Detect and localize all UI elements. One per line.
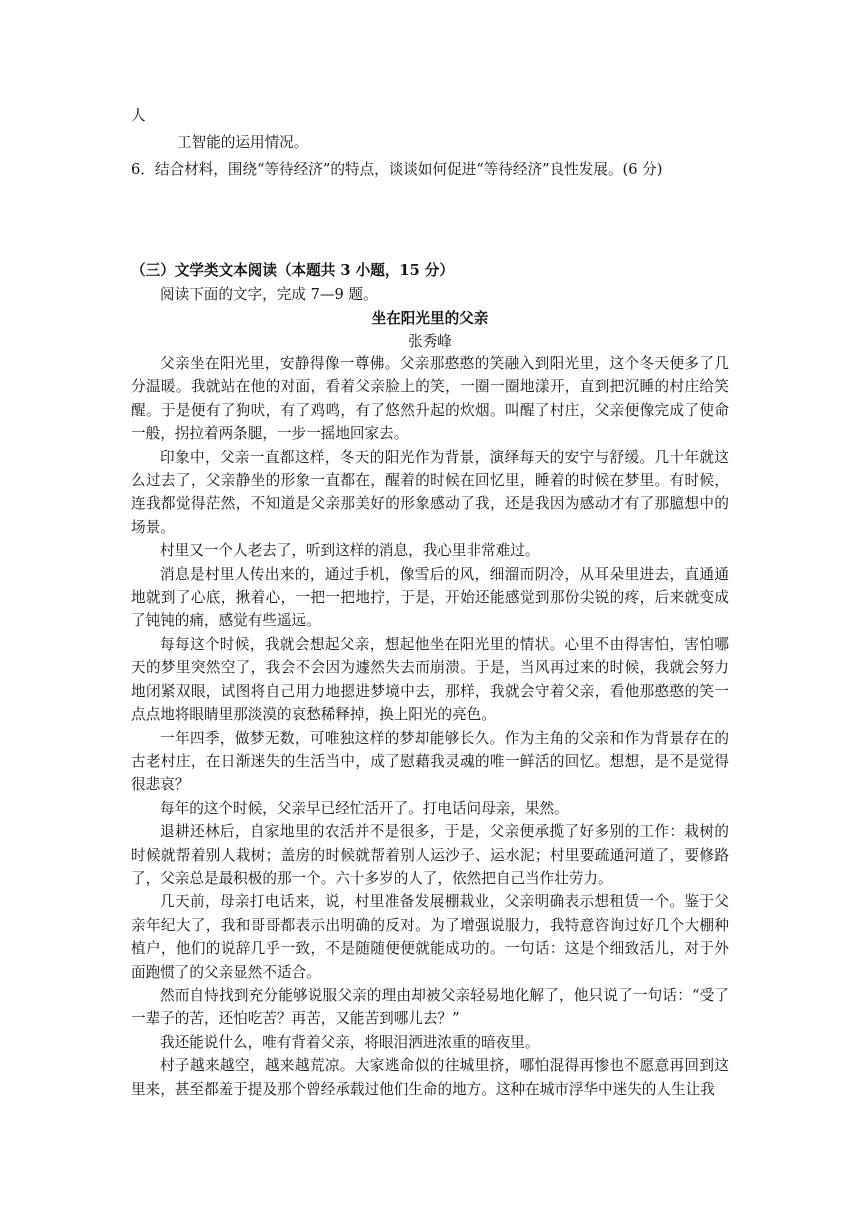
section-instruction: 阅读下面的文字，完成 7—9 题。 bbox=[160, 286, 378, 303]
fragment-line: 工智能的运用情况。 bbox=[177, 134, 309, 151]
article-author: 张秀峰 bbox=[408, 333, 452, 350]
article-title: 坐在阳光里的父亲 bbox=[371, 310, 489, 327]
body-paragraph: 一年四季，做梦无数，可唯独这样的梦却能够长久。作为主角的父亲和作为背景存在的古老村庄，在日渐迷失的生活当中，成了慰藉我灵魂的唯一鲜活的回忆。想想，是不是觉得很悲哀？ bbox=[131, 729, 729, 794]
fragment-char: 人 bbox=[131, 107, 146, 124]
body-paragraph: 然而自恃找到充分能够说服父亲的理由却被父亲轻易地化解了，他只说了一句话：“受了一辈子的苦，还怕吃苦？再苦，又能苦到哪儿去？” bbox=[131, 986, 729, 1028]
body-paragraph: 退耕还林后，自家地里的农活并不是很多，于是，父亲便承揽了好多别的工作：栽树的时候就帮着别人栽树；盖房的时候就帮着别人运沙子、运水泥；村里要疏通河道了，要修路了，父亲总是最积极的那一个。六十多岁的人了，依然把自己当作壮劳力。 bbox=[131, 823, 729, 887]
body-paragraph: 村里又一个人老去了，听到这样的消息，我心里非常难过。 bbox=[160, 542, 540, 560]
body-paragraph: 每年的这个时候，父亲早已经忙活开了。打电话问母亲，果然。 bbox=[160, 799, 569, 817]
body-paragraph: 村子越来越空，越来越荒凉。大家逃命似的往城里挤，哪怕混得再惨也不愿意再回到这里来，甚至都羞于提及那个曾经承载过他们生命的地方。这种在城市浮华中迷失的人生让我 bbox=[131, 1057, 729, 1098]
body-paragraph: 消息是村里人传出来的，通过手机，像雪后的风，细溜而阴冷，从耳朵里进去，直通通地就到了心底，揪着心，一把一把地拧，于是，开始还能感觉到那份尖锐的疼，后来就变成了钝钝的痛，感觉有些遥远。 bbox=[131, 565, 729, 630]
body-paragraph: 每每这个时候，我就会想起父亲，想起他坐在阳光里的情状。心里不由得害怕，害怕哪天的梦里突然空了，我会不会因为遽然失去而崩溃。于是，当风再过来的时候，我就会努力地闭紧双眼，试图将自己用力地摁进梦境中去，那样，我就会守着父亲，看他那憨憨的笑一点点地将眼睛里那淡漠的哀愁稀释掉，换上阳光的亮色。 bbox=[131, 635, 729, 724]
question-6: 6．结合材料，围绕“等待经济”的特点，谈谈如何促进“等待经济”良性发展。(6 分) bbox=[131, 161, 663, 178]
section-heading: （三）文学类文本阅读（本题共 3 小题，15 分） bbox=[131, 262, 454, 279]
article-body bbox=[131, 352, 729, 1101]
body-paragraph: 父亲坐在阳光里，安静得像一尊佛。父亲那憨憨的笑融入到阳光里，这个冬天便多了几分温暖。我就站在他的对面，看着父亲脸上的笑，一圈一圈地漾开，直到把沉睡的村庄给笑醒。于是便有了狗吠，有了鸡鸣，有了悠然升起的炊烟。叫醒了村庄，父亲便像完成了使命一般，拐拉着两条腿，一步一摇地回家去。 bbox=[131, 355, 729, 443]
body-paragraph: 我还能说什么，唯有背着父亲，将眼泪洒进浓重的暗夜里。 bbox=[160, 1033, 540, 1051]
body-paragraph: 几天前，母亲打电话来，说，村里准备发展棚栽业，父亲明确表示想租赁一个。鉴于父亲年纪大了，我和哥哥都表示出明确的反对。为了增强说服力，我特意咨询过好几个大棚种植户，他们的说辞几乎一致，不是随随便便就能成功的。一句话：这是个细致活儿，对于外面跑惯了的父亲显然不适合。 bbox=[131, 893, 729, 981]
body-paragraph: 印象中，父亲一直都这样，冬天的阳光作为背景，演绎每天的安宁与舒缓。几十年就这么过去了，父亲静坐的形象一直都在，醒着的时候在回忆里，睡着的时候在梦里。有时候，连我都觉得茫然，不知道是父亲那美好的形象感动了我，还是我因为感动才有了那臆想中的场景。 bbox=[131, 448, 729, 536]
